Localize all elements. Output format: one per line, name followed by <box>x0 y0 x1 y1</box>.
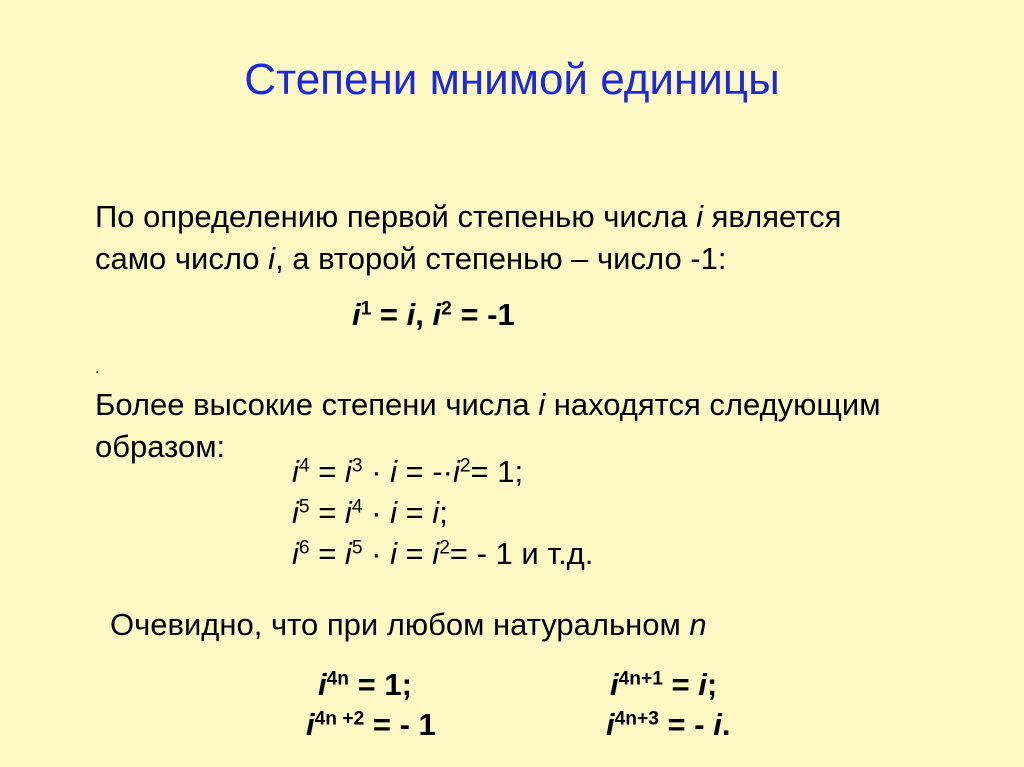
definition-line-1: По определению первой степенью числа i является <box>95 199 842 234</box>
stray-dot: . <box>95 360 100 377</box>
definition-paragraph <box>95 196 841 280</box>
general-formula: $i^{4n+1} = i$; <box>610 667 718 702</box>
obvious-paragraph: Очевидно, что при любом натуральном n <box>110 607 707 642</box>
general-formula: $i^{4n +2}$ = - 1 <box>306 707 436 742</box>
higher-formula-row: $i^6 = i^5 \cdot i = i^2= - 1$ и т.д. <box>292 536 594 571</box>
definition-line-2: само число i, а второй степенью – число -1: <box>95 241 727 276</box>
higher-line-1: Более высокие степени числа i находятся следующим <box>95 387 881 422</box>
basic-powers-formula: $i^1 = i$, $i^2 = -1$ <box>352 297 515 332</box>
higher-line-2: образом: <box>95 429 226 464</box>
higher-formula-row: $i^4 = i^3 \cdot i = -\cdot i^2= 1$; <box>292 454 524 489</box>
slide-title: Степени мнимой единицы <box>244 55 780 104</box>
general-formula: $i^{4n} = 1$; <box>318 667 412 702</box>
general-formula: $i^{4n+3}$ = - i. <box>606 707 731 742</box>
higher-formula-row: $i^5 = i^4 \cdot i = i$; <box>292 495 448 530</box>
